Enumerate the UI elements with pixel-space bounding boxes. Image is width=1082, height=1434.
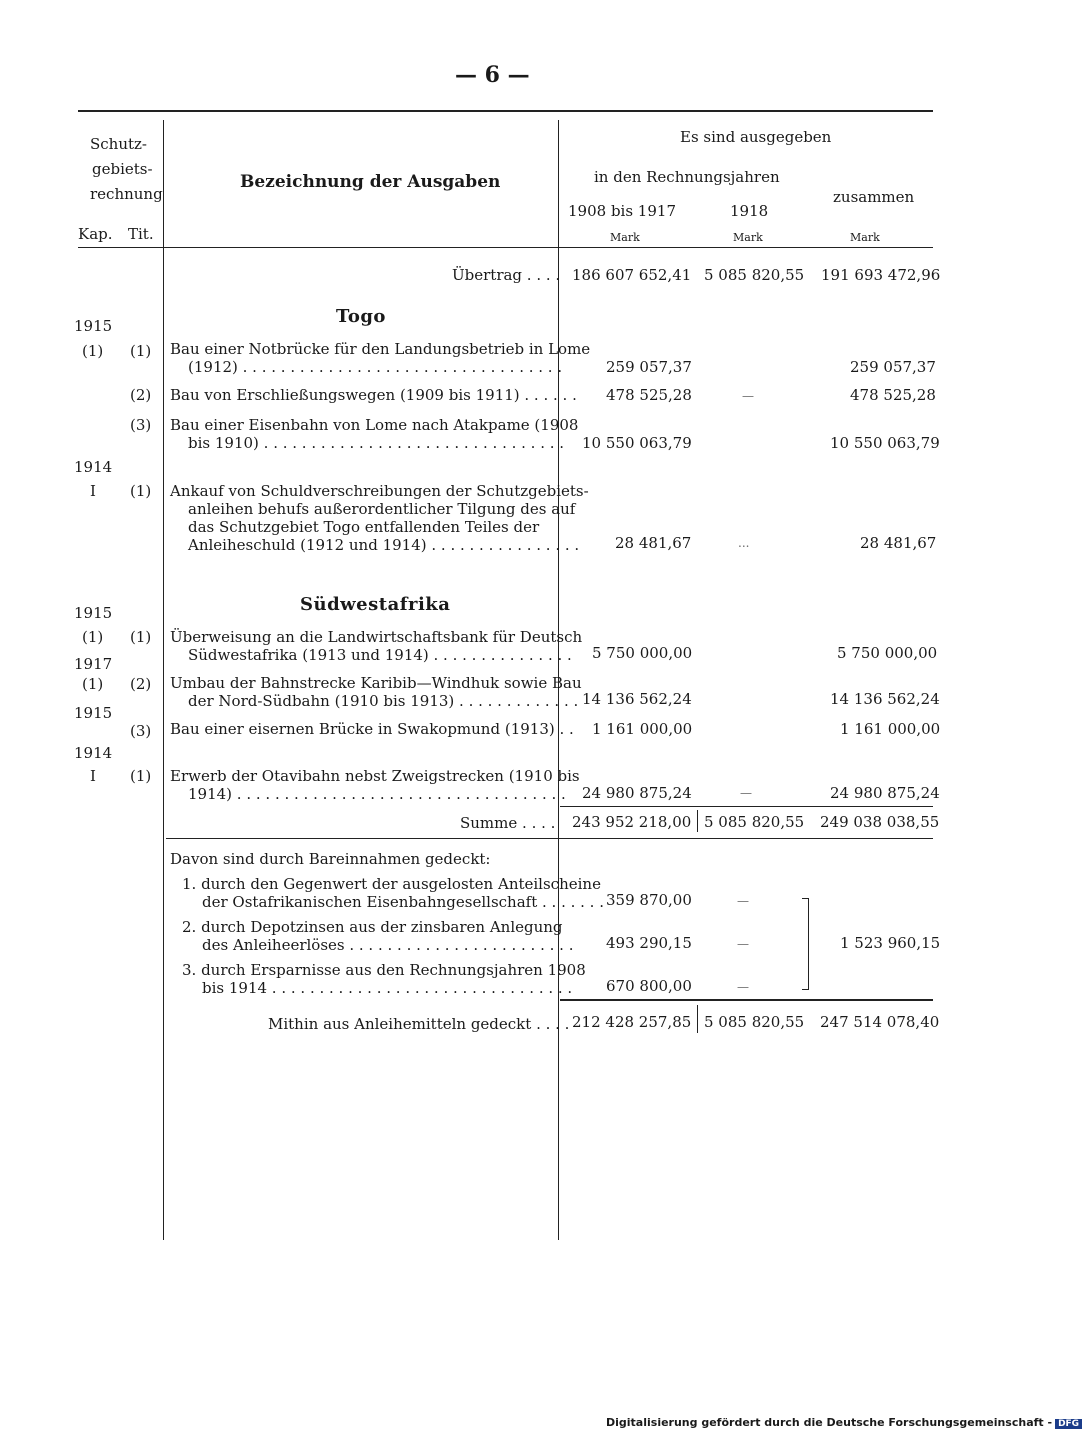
header-schutz-2: gebiets- <box>92 160 153 178</box>
sw-r2-tit: (2) <box>130 675 152 693</box>
header-in-den: in den Rechnungsjahren <box>594 168 780 186</box>
sw-r2-kap: (1) <box>82 675 104 693</box>
davon-brace <box>802 898 809 990</box>
sw-r1-value-zusammen: 5 750 000,00 <box>837 644 938 662</box>
sw-r1-line1: Überweisung an die Landwirtschaftsbank für Deutsch <box>170 628 583 646</box>
header-bottom-rule <box>78 247 933 248</box>
sw-year-1915b: 1915 <box>74 704 113 722</box>
togo-r3-line1: Bau einer Eisenbahn von Lome nach Atakpame (1908 <box>170 416 579 434</box>
togo-r4-kap: I <box>90 482 96 500</box>
togo-r3-value-1908-1917: 10 550 063,79 <box>582 434 692 452</box>
sw-year-1915a: 1915 <box>74 604 113 622</box>
davon-i3-value-1908-1917: 670 800,00 <box>606 977 692 995</box>
sw-r1-kap: (1) <box>82 628 104 646</box>
footer-text: Digitalisierung gefördert durch die Deutsche Forschungsgemeinschaft - <box>606 1416 1053 1429</box>
sw-r3-tit: (3) <box>130 722 152 740</box>
davon-i3-value-1918: — <box>737 980 749 994</box>
sw-r4-value-zusammen: 24 980 875,24 <box>830 784 940 802</box>
togo-r1-line2: (1912) . . . . . . . . . . . . . . . . . . . . . . . . . . . . . . . . . . <box>188 358 563 376</box>
davon-i3-line2: bis 1914 . . . . . . . . . . . . . . . . . . . . . . . . . . . . . . . . <box>202 979 573 997</box>
togo-year-1915: 1915 <box>74 317 113 335</box>
davon-i1-value-1908-1917: 359 870,00 <box>606 891 692 909</box>
header-kap: Kap. <box>78 225 113 243</box>
section-title-suedwestafrika: Südwestafrika <box>300 594 451 615</box>
sw-year-1914: 1914 <box>74 744 113 762</box>
togo-r4-line4: Anleiheschuld (1912 und 1914) . . . . . . . . . . . . . . . . <box>188 536 580 554</box>
togo-r4-value-1918: ... <box>738 536 750 550</box>
page-number: — 6 — <box>455 62 530 88</box>
summe-value-1918: 5 085 820,55 <box>704 813 805 831</box>
togo-r1-value-zusammen: 259 057,37 <box>850 358 936 376</box>
davon-i1-line2: der Ostafrikanischen Eisenbahngesellschaft . . . . . . . <box>202 893 604 911</box>
togo-r2-line1: Bau von Erschließungswegen (1909 bis 1911) . . . . . . <box>170 386 577 404</box>
davon-i2-line1: 2. durch Depotzinsen aus der zinsbaren Anlegung <box>182 918 563 936</box>
col-rule-1918 <box>697 810 698 832</box>
sw-r3-value-1908-1917: 1 161 000,00 <box>592 720 693 738</box>
header-1918: 1918 <box>730 202 769 220</box>
sw-r2-line2: der Nord-Südbahn (1910 bis 1913) . . . . . . . . . . . . . <box>188 692 579 710</box>
header-schutz-3: rechnung <box>90 185 163 203</box>
col-rule-1918-b <box>697 1005 698 1033</box>
sw-r4-tit: (1) <box>130 767 152 785</box>
sw-r2-value-zusammen: 14 136 562,24 <box>830 690 940 708</box>
togo-r4-value-zusammen: 28 481,67 <box>860 534 937 552</box>
togo-r1-line1: Bau einer Notbrücke für den Landungsbetrieb in Lome <box>170 340 591 358</box>
davon-i3-line1: 3. durch Ersparnisse aus den Rechnungsjahren 1908 <box>182 961 586 979</box>
summe-rule <box>560 806 933 807</box>
summe-value-1908-1917: 243 952 218,00 <box>572 813 692 831</box>
header-zusammen: zusammen <box>833 188 915 206</box>
mithin-value-1908-1917: 212 428 257,85 <box>572 1013 692 1031</box>
summe-label: Summe . . . . <box>460 814 556 832</box>
section-title-togo: Togo <box>336 306 386 327</box>
dfg-logo: DFG <box>1055 1419 1082 1429</box>
sw-r1-line2: Südwestafrika (1913 und 1914) . . . . . . . . . . . . . . . <box>188 646 572 664</box>
sw-r4-kap: I <box>90 767 96 785</box>
sw-r2-value-1908-1917: 14 136 562,24 <box>582 690 692 708</box>
sw-r1-tit: (1) <box>130 628 152 646</box>
sw-r4-line2: 1914) . . . . . . . . . . . . . . . . . . . . . . . . . . . . . . . . . . . <box>188 785 566 803</box>
togo-r1-tit: (1) <box>130 342 152 360</box>
davon-i2-value-1918: — <box>737 937 749 951</box>
mithin-label: Mithin aus Anleihemitteln gedeckt . . . . <box>268 1015 570 1033</box>
header-es-sind: Es sind ausgegeben <box>680 128 832 146</box>
togo-r4-value-1908-1917: 28 481,67 <box>615 534 692 552</box>
uebertrag-value-zusammen: 191 693 472,96 <box>821 266 941 284</box>
davon-i2-value-1908-1917: 493 290,15 <box>606 934 692 952</box>
header-mark-2: Mark <box>733 231 763 244</box>
togo-r2-tit: (2) <box>130 386 152 404</box>
togo-r1-kap: (1) <box>82 342 104 360</box>
togo-r3-tit: (3) <box>130 416 152 434</box>
sw-r3-line1: Bau einer eisernen Brücke in Swakopmund (1913) . . <box>170 720 574 738</box>
uebertrag-label: Übertrag . . . . <box>452 266 561 284</box>
mithin-value-1918: 5 085 820,55 <box>704 1013 805 1031</box>
togo-r4-line2: anleihen behufs außerordentlicher Tilgung des auf <box>188 500 576 518</box>
togo-r3-line2: bis 1910) . . . . . . . . . . . . . . . . . . . . . . . . . . . . . . . . <box>188 434 565 452</box>
header-bezeichnung: Bezeichnung der Ausgaben <box>240 172 501 192</box>
header-1908-1917: 1908 bis 1917 <box>568 202 676 220</box>
togo-r1-value-1908-1917: 259 057,37 <box>606 358 692 376</box>
togo-r2-value-1918: — <box>742 389 754 403</box>
togo-r4-line3: das Schutzgebiet Togo entfallenden Teiles der <box>188 518 540 536</box>
sw-r4-value-1908-1917: 24 980 875,24 <box>582 784 692 802</box>
summe-under-rule <box>166 838 933 839</box>
summe-value-zusammen: 249 038 038,55 <box>820 813 940 831</box>
togo-year-1914: 1914 <box>74 458 113 476</box>
col-rule-bezeichnung <box>163 120 164 1240</box>
davon-total-zusammen: 1 523 960,15 <box>840 934 941 952</box>
footer-credit <box>606 1416 1082 1429</box>
top-rule <box>78 110 933 112</box>
mithin-value-zusammen: 247 514 078,40 <box>820 1013 940 1031</box>
sw-r4-value-1918: — <box>740 786 752 800</box>
togo-r3-value-zusammen: 10 550 063,79 <box>830 434 940 452</box>
togo-r4-line1: Ankauf von Schuldverschreibungen der Schutzgebiets- <box>170 482 589 500</box>
davon-i1-value-1918: — <box>737 894 749 908</box>
togo-r4-tit: (1) <box>130 482 152 500</box>
header-schutz-1: Schutz- <box>90 135 147 153</box>
davon-intro: Davon sind durch Bareinnahmen gedeckt: <box>170 850 491 868</box>
header-tit: Tit. <box>128 225 154 243</box>
davon-i2-line2: des Anleiheerlöses . . . . . . . . . . . . . . . . . . . . . . . . <box>202 936 574 954</box>
uebertrag-value-1918: 5 085 820,55 <box>704 266 805 284</box>
togo-r2-value-zusammen: 478 525,28 <box>850 386 936 404</box>
togo-r2-value-1908-1917: 478 525,28 <box>606 386 692 404</box>
header-mark-1: Mark <box>610 231 640 244</box>
header-mark-3: Mark <box>850 231 880 244</box>
sw-year-1917: 1917 <box>74 655 113 673</box>
davon-i1-line1: 1. durch den Gegenwert der ausgelosten Anteilscheine <box>182 875 601 893</box>
sw-r1-value-1908-1917: 5 750 000,00 <box>592 644 693 662</box>
uebertrag-value-1908-1917: 186 607 652,41 <box>572 266 692 284</box>
sw-r2-line1: Umbau der Bahnstrecke Karibib—Windhuk sowie Bau <box>170 674 582 692</box>
mithin-rule <box>560 999 933 1001</box>
sw-r4-line1: Erwerb der Otavibahn nebst Zweigstrecken (1910 bis <box>170 767 580 785</box>
sw-r3-value-zusammen: 1 161 000,00 <box>840 720 941 738</box>
